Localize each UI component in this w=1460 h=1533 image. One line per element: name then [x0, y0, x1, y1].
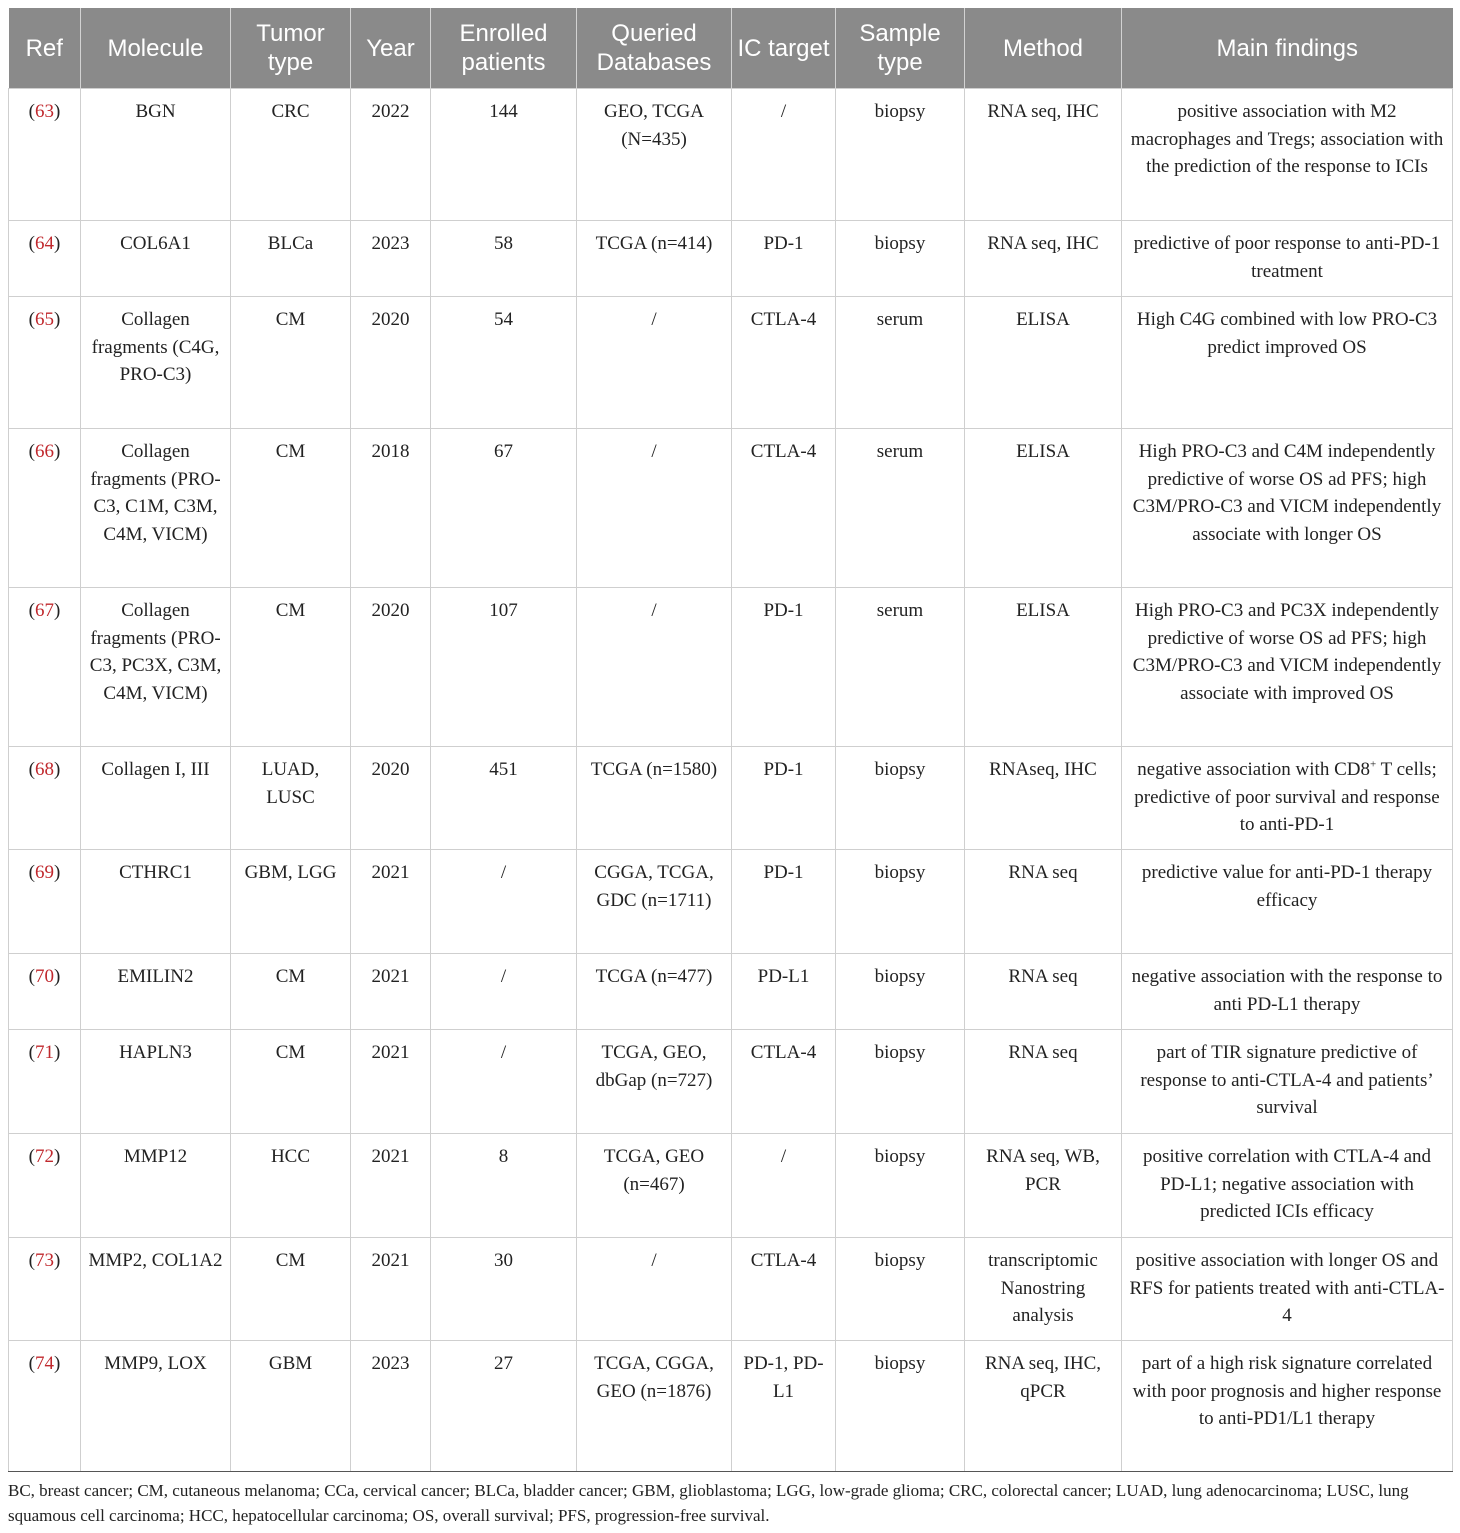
ref-link[interactable]: 65 [35, 309, 54, 330]
cell-year: 2018 [351, 429, 431, 588]
cell-tumor-type: CM [231, 429, 351, 588]
cell-databases: CGGA, TCGA, GDC (n=1711) [577, 850, 732, 954]
cell-method: RNA seq [965, 850, 1122, 954]
cell-molecule: CTHRC1 [81, 850, 231, 954]
cell-ref: (64) [9, 221, 81, 297]
cell-ref: (66) [9, 429, 81, 588]
cell-enrolled: / [431, 850, 577, 954]
cell-molecule: MMP2, COL1A2 [81, 1238, 231, 1341]
cell-findings: High PRO-C3 and C4M independently predictive of worse OS ad PFS; high C3M/PRO-C3 and VICM independently associate with longer OS [1122, 429, 1453, 588]
cell-method: RNA seq [965, 1030, 1122, 1134]
cell-tumor-type: CM [231, 1030, 351, 1134]
header-sample-type: Sample type [836, 8, 965, 89]
table-row [9, 850, 1453, 954]
cell-ic-target: PD-1 [732, 221, 836, 297]
table-footnote: BC, breast cancer; CM, cutaneous melanoma; CCa, cervical cancer; BLCa, bladder cancer; GBM, glioblastoma; LGG, low-grade glioma; CRC, colorectal cancer; LUAD, lung adenocarcinoma; LUSC, lung squamous cell carcinoma; HCC, hepatocellular carcinoma; OS, overall survival; PFS, progression-free survival. [8, 1481, 1409, 1525]
cell-ref: (71) [9, 1030, 81, 1134]
cell-findings: High C4G combined with low PRO-C3 predict improved OS [1122, 297, 1453, 429]
cell-year: 2020 [351, 297, 431, 429]
ref-link[interactable]: 72 [35, 1146, 54, 1167]
cell-databases: TCGA (n=414) [577, 221, 732, 297]
header-molecule: Molecule [81, 8, 231, 89]
cell-molecule: Collagen fragments (PRO-C3, C1M, C3M, C4M, VICM) [81, 429, 231, 588]
cell-enrolled: 67 [431, 429, 577, 588]
cell-findings: positive association with M2 macrophages and Tregs; association with the prediction of the response to ICIs [1122, 89, 1453, 221]
cell-tumor-type: CRC [231, 89, 351, 221]
cell-sample-type: biopsy [836, 89, 965, 221]
cell-tumor-type: LUAD, LUSC [231, 747, 351, 850]
cell-ic-target: PD-1 [732, 588, 836, 747]
cell-year: 2021 [351, 1134, 431, 1238]
cell-year: 2021 [351, 1030, 431, 1134]
cell-databases: TCGA, GEO, dbGap (n=727) [577, 1030, 732, 1134]
cell-sample-type: biopsy [836, 1134, 965, 1238]
cell-sample-type: biopsy [836, 747, 965, 850]
cell-molecule: Collagen fragments (C4G, PRO-C3) [81, 297, 231, 429]
cell-databases: TCGA (n=477) [577, 954, 732, 1030]
cell-ref: (70) [9, 954, 81, 1030]
header-enrolled-patients: Enrolled patients [431, 8, 577, 89]
cell-sample-type: biopsy [836, 221, 965, 297]
cell-findings: negative association with the response to anti PD-L1 therapy [1122, 954, 1453, 1030]
cell-tumor-type: CM [231, 588, 351, 747]
cell-molecule: HAPLN3 [81, 1030, 231, 1134]
cell-enrolled: 58 [431, 221, 577, 297]
cell-databases: / [577, 588, 732, 747]
cell-year: 2023 [351, 1341, 431, 1472]
cell-databases: GEO, TCGA (N=435) [577, 89, 732, 221]
cell-databases: / [577, 1238, 732, 1341]
ref-link[interactable]: 74 [35, 1353, 54, 1374]
cell-method: ELISA [965, 429, 1122, 588]
ref-link[interactable]: 70 [35, 966, 54, 987]
header-main-findings: Main findings [1122, 8, 1453, 89]
header-tumor-type: Tumor type [231, 8, 351, 89]
cell-molecule: Collagen fragments (PRO-C3, PC3X, C3M, C4M, VICM) [81, 588, 231, 747]
cell-sample-type: biopsy [836, 1341, 965, 1472]
table-row [9, 747, 1453, 850]
cell-findings: predictive value for anti-PD-1 therapy efficacy [1122, 850, 1453, 954]
ref-link[interactable]: 63 [35, 101, 54, 122]
cell-method: ELISA [965, 297, 1122, 429]
cell-ref: (73) [9, 1238, 81, 1341]
cell-sample-type: biopsy [836, 850, 965, 954]
cell-databases: TCGA, GEO (n=467) [577, 1134, 732, 1238]
table-row [9, 588, 1453, 747]
cell-findings: positive association with longer OS and RFS for patients treated with anti-CTLA-4 [1122, 1238, 1453, 1341]
cell-enrolled: 30 [431, 1238, 577, 1341]
cell-year: 2020 [351, 747, 431, 850]
cell-ic-target: CTLA-4 [732, 1030, 836, 1134]
header-ref: Ref [9, 8, 81, 89]
cell-molecule: MMP12 [81, 1134, 231, 1238]
header-ic-target: IC target [732, 8, 836, 89]
data-table [8, 8, 1453, 1472]
cell-method: RNA seq, WB, PCR [965, 1134, 1122, 1238]
cell-tumor-type: CM [231, 1238, 351, 1341]
cell-tumor-type: HCC [231, 1134, 351, 1238]
cell-year: 2021 [351, 1238, 431, 1341]
cell-tumor-type: GBM [231, 1341, 351, 1472]
cell-ic-target: / [732, 1134, 836, 1238]
cell-findings: High PRO-C3 and PC3X independently predictive of worse OS ad PFS; high C3M/PRO-C3 and VICM independently associate with improved OS [1122, 588, 1453, 747]
findings-text: T cells; predictive of poor survival and response to anti-PD-1 [1134, 759, 1440, 835]
cell-method: RNA seq, IHC [965, 89, 1122, 221]
cell-method: RNA seq, IHC [965, 221, 1122, 297]
cell-tumor-type: BLCa [231, 221, 351, 297]
table-row [9, 1134, 1453, 1238]
cell-ic-target: PD-1, PD-L1 [732, 1341, 836, 1472]
superscript-plus: + [1369, 758, 1377, 771]
findings-text: negative association with CD8 [1137, 759, 1370, 780]
header-method: Method [965, 8, 1122, 89]
ref-link[interactable]: 71 [35, 1042, 54, 1063]
cell-findings: positive correlation with CTLA-4 and PD-L1; negative association with predicted ICIs efficacy [1122, 1134, 1453, 1238]
table-container [8, 8, 1452, 1472]
cell-ic-target: PD-1 [732, 747, 836, 850]
table-row [9, 1238, 1453, 1341]
cell-tumor-type: CM [231, 297, 351, 429]
cell-method: RNA seq, IHC, qPCR [965, 1341, 1122, 1472]
header-year: Year [351, 8, 431, 89]
cell-ref: (74) [9, 1341, 81, 1472]
cell-ic-target: PD-L1 [732, 954, 836, 1030]
cell-databases: / [577, 429, 732, 588]
cell-ic-target: / [732, 89, 836, 221]
cell-databases: TCGA, CGGA, GEO (n=1876) [577, 1341, 732, 1472]
ref-link[interactable]: 67 [35, 600, 54, 621]
cell-year: 2021 [351, 954, 431, 1030]
table-row [9, 1341, 1453, 1472]
table-row [9, 429, 1453, 588]
cell-enrolled: 27 [431, 1341, 577, 1472]
cell-databases: TCGA (n=1580) [577, 747, 732, 850]
cell-enrolled: 107 [431, 588, 577, 747]
ref-link[interactable]: 69 [35, 862, 54, 883]
header-row [9, 8, 1453, 89]
cell-molecule: Collagen I, III [81, 747, 231, 850]
cell-ic-target: CTLA-4 [732, 429, 836, 588]
cell-findings [1122, 747, 1453, 850]
cell-ref: (69) [9, 850, 81, 954]
cell-enrolled: 451 [431, 747, 577, 850]
table-row [9, 1030, 1453, 1134]
cell-year: 2020 [351, 588, 431, 747]
cell-year: 2023 [351, 221, 431, 297]
cell-method: ELISA [965, 588, 1122, 747]
cell-sample-type: biopsy [836, 1030, 965, 1134]
cell-enrolled: 144 [431, 89, 577, 221]
cell-enrolled: / [431, 954, 577, 1030]
cell-year: 2021 [351, 850, 431, 954]
cell-molecule: COL6A1 [81, 221, 231, 297]
cell-findings: predictive of poor response to anti-PD-1 treatment [1122, 221, 1453, 297]
cell-molecule: MMP9, LOX [81, 1341, 231, 1472]
cell-tumor-type: GBM, LGG [231, 850, 351, 954]
cell-ic-target: CTLA-4 [732, 297, 836, 429]
cell-molecule: BGN [81, 89, 231, 221]
cell-findings: part of TIR signature predictive of response to anti-CTLA-4 and patients’ survival [1122, 1030, 1453, 1134]
cell-sample-type: biopsy [836, 1238, 965, 1341]
table-row [9, 954, 1453, 1030]
cell-ref: (72) [9, 1134, 81, 1238]
cell-tumor-type: CM [231, 954, 351, 1030]
cell-ic-target: PD-1 [732, 850, 836, 954]
cell-molecule: EMILIN2 [81, 954, 231, 1030]
header-queried-databases: Queried Databases [577, 8, 732, 89]
cell-sample-type: serum [836, 429, 965, 588]
table-row [9, 297, 1453, 429]
cell-databases: / [577, 297, 732, 429]
cell-enrolled: 8 [431, 1134, 577, 1238]
ref-link[interactable]: 64 [35, 233, 54, 254]
cell-sample-type: serum [836, 297, 965, 429]
ref-link[interactable]: 73 [35, 1250, 54, 1271]
cell-ic-target: CTLA-4 [732, 1238, 836, 1341]
cell-ref: (68) [9, 747, 81, 850]
cell-method: RNA seq [965, 954, 1122, 1030]
cell-sample-type: biopsy [836, 954, 965, 1030]
table-row [9, 89, 1453, 221]
table-row [9, 221, 1453, 297]
cell-ref: (65) [9, 297, 81, 429]
cell-findings: part of a high risk signature correlated with poor prognosis and higher response to anti-PD1/L1 therapy [1122, 1341, 1453, 1472]
cell-method: RNAseq, IHC [965, 747, 1122, 850]
cell-ref: (63) [9, 89, 81, 221]
cell-enrolled: / [431, 1030, 577, 1134]
ref-link[interactable]: 68 [35, 759, 54, 780]
cell-ref: (67) [9, 588, 81, 747]
cell-method: transcriptomic Nanostring analysis [965, 1238, 1122, 1341]
ref-link[interactable]: 66 [35, 441, 54, 462]
cell-year: 2022 [351, 89, 431, 221]
cell-sample-type: serum [836, 588, 965, 747]
cell-enrolled: 54 [431, 297, 577, 429]
